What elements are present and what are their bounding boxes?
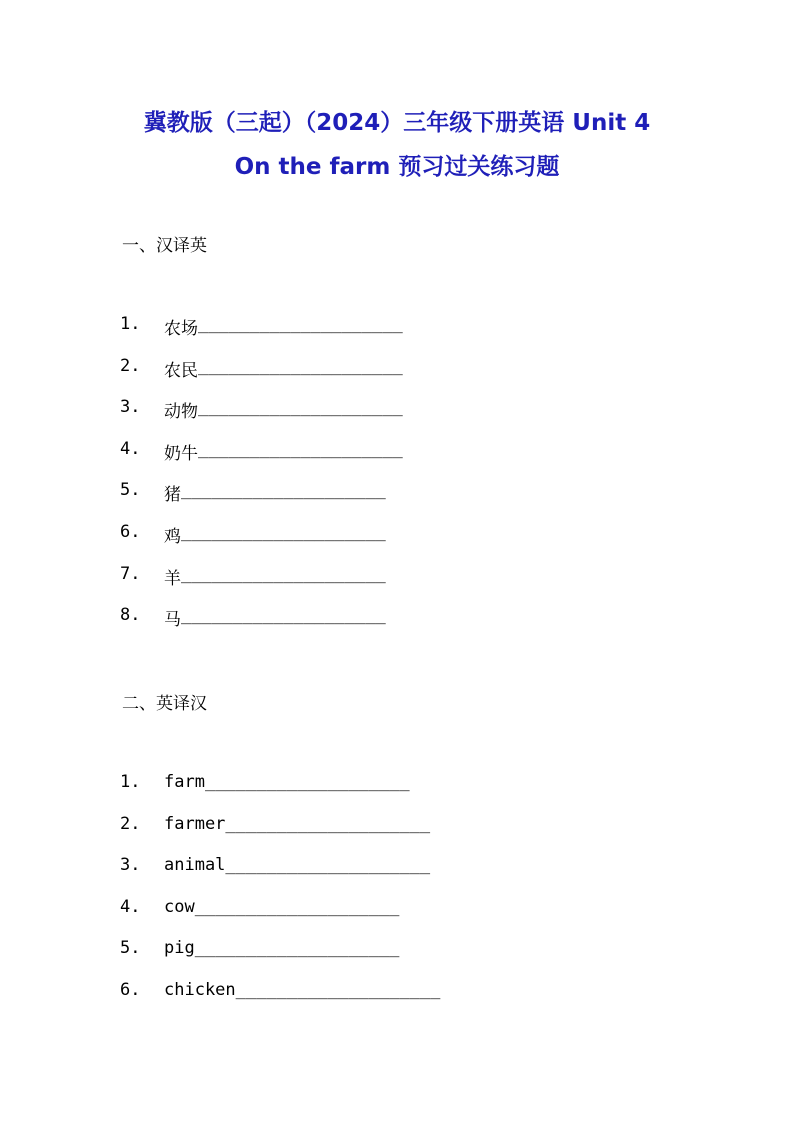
answer-blank: ____________________ bbox=[181, 605, 386, 626]
item-number: 8. bbox=[120, 605, 141, 626]
exercise-list-chinese-to-english bbox=[120, 314, 403, 647]
item-word: 羊 bbox=[164, 568, 181, 589]
answer-blank: ____________________ bbox=[181, 480, 386, 501]
item-word: farmer bbox=[164, 813, 226, 834]
item-word: farm bbox=[164, 772, 205, 792]
item-number: 6. bbox=[120, 979, 141, 1000]
exercise-item bbox=[120, 772, 440, 814]
section-heading-chinese-to-english: 一、汉译英 bbox=[122, 236, 207, 256]
item-word: 鸡 bbox=[164, 526, 181, 547]
answer-blank: ____________________ bbox=[235, 979, 441, 1000]
item-word: 农场 bbox=[164, 319, 198, 339]
item-number: 2. bbox=[120, 355, 141, 376]
exercise-item bbox=[120, 564, 403, 606]
exercise-list-english-to-chinese bbox=[120, 772, 440, 1022]
item-word: 猪 bbox=[164, 485, 181, 506]
answer-blank: ____________________ bbox=[198, 355, 403, 376]
item-word: chicken bbox=[164, 979, 236, 1000]
answer-blank: ____________________ bbox=[194, 938, 400, 959]
document-title-line-1: 冀教版（三起）（2024）三年级下册英语 Unit 4 bbox=[143, 110, 651, 136]
answer-blank: ____________________ bbox=[198, 438, 403, 459]
exercise-item bbox=[120, 605, 403, 647]
item-number: 3. bbox=[120, 397, 141, 418]
item-word: cow bbox=[164, 896, 195, 917]
section-heading-english-to-chinese: 二、英译汉 bbox=[122, 694, 207, 714]
item-number: 4. bbox=[120, 438, 141, 459]
exercise-item bbox=[120, 897, 440, 939]
exercise-item bbox=[120, 814, 440, 856]
answer-blank: ____________________ bbox=[204, 772, 410, 792]
item-number: 6. bbox=[120, 521, 141, 542]
answer-blank: ____________________ bbox=[181, 563, 386, 584]
item-number: 3. bbox=[120, 855, 141, 876]
exercise-item bbox=[120, 439, 403, 481]
answer-blank: ____________________ bbox=[198, 397, 403, 418]
item-word: 奶牛 bbox=[164, 443, 198, 464]
exercise-item bbox=[120, 938, 440, 980]
item-word: 农民 bbox=[164, 360, 198, 381]
item-number: 1. bbox=[120, 314, 141, 334]
item-number: 5. bbox=[120, 938, 141, 959]
exercise-item bbox=[120, 314, 403, 356]
answer-blank: ____________________ bbox=[194, 896, 400, 917]
answer-blank: ____________________ bbox=[198, 314, 403, 334]
item-word: 动物 bbox=[164, 402, 198, 423]
item-word: 马 bbox=[164, 610, 181, 631]
answer-blank: ____________________ bbox=[225, 813, 431, 834]
item-number: 7. bbox=[120, 563, 141, 584]
exercise-item bbox=[120, 356, 403, 398]
item-number: 1. bbox=[120, 772, 141, 792]
answer-blank: ____________________ bbox=[225, 855, 431, 876]
exercise-item bbox=[120, 522, 403, 564]
item-word: animal bbox=[164, 855, 226, 876]
answer-blank: ____________________ bbox=[181, 521, 386, 542]
exercise-item bbox=[120, 480, 403, 522]
exercise-item bbox=[120, 397, 403, 439]
item-number: 4. bbox=[120, 896, 141, 917]
item-number: 5. bbox=[120, 480, 141, 501]
item-word: pig bbox=[164, 938, 195, 959]
item-number: 2. bbox=[120, 813, 141, 834]
exercise-item bbox=[120, 980, 440, 1022]
exercise-item bbox=[120, 855, 440, 897]
document-title-line-2: On the farm 预习过关练习题 bbox=[234, 154, 560, 180]
